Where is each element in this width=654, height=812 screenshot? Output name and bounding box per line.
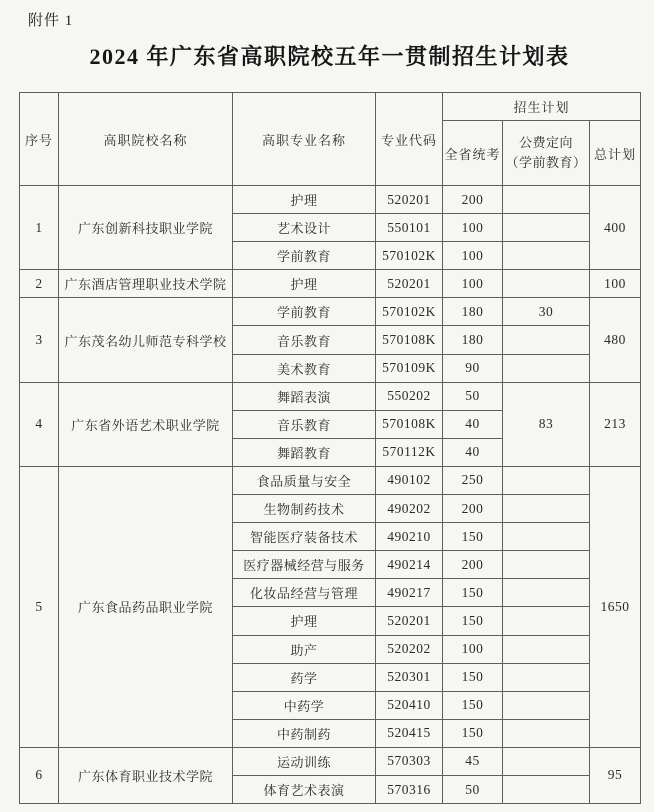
cell-funded [503,551,590,579]
cell-code: 490202 [376,495,443,523]
cell-funded [503,579,590,607]
cell-major: 智能医疗装备技术 [233,523,376,551]
cell-code: 570303 [376,747,443,775]
cell-code: 570102K [376,242,443,270]
cell-unified: 150 [443,663,503,691]
cell-unified: 180 [443,326,503,354]
cell-major: 生物制药技术 [233,495,376,523]
cell-major: 美术教育 [233,354,376,382]
cell-college: 广东体育职业技术学院 [59,747,233,803]
header-code: 专业代码 [376,93,443,186]
cell-unified: 100 [443,270,503,298]
header-total: 总计划 [590,121,641,186]
cell-no: 4 [20,382,59,466]
cell-major: 药学 [233,663,376,691]
cell-unified: 100 [443,214,503,242]
cell-no: 3 [20,298,59,382]
header-college: 高职院校名称 [59,93,233,186]
cell-unified: 50 [443,775,503,803]
cell-total: 213 [590,382,641,466]
cell-major: 艺术设计 [233,214,376,242]
header-unified: 全省统考 [443,121,503,186]
cell-code: 520201 [376,270,443,298]
cell-unified: 150 [443,607,503,635]
cell-code: 520301 [376,663,443,691]
cell-major: 护理 [233,186,376,214]
cell-major: 化妆品经营与管理 [233,579,376,607]
cell-unified: 200 [443,495,503,523]
cell-college: 广东茂名幼儿师范专科学校 [59,298,233,382]
cell-no: 1 [20,186,59,270]
cell-major: 体育艺术表演 [233,775,376,803]
cell-funded [503,523,590,551]
cell-major: 中药学 [233,691,376,719]
table-row [20,466,641,494]
cell-unified: 150 [443,579,503,607]
cell-major: 助产 [233,635,376,663]
table-row [20,747,641,775]
cell-total: 1650 [590,466,641,747]
cell-unified: 150 [443,523,503,551]
cell-unified: 180 [443,298,503,326]
cell-major: 舞蹈表演 [233,382,376,410]
cell-funded [503,691,590,719]
cell-major: 中药制药 [233,719,376,747]
header-major: 高职专业名称 [233,93,376,186]
cell-unified: 45 [443,747,503,775]
cell-funded: 83 [503,382,590,466]
header-funded-line2: （学前教育） [505,155,587,170]
enrollment-plan-table [19,92,641,804]
cell-funded [503,635,590,663]
cell-funded [503,214,590,242]
cell-code: 490210 [376,523,443,551]
cell-major: 学前教育 [233,298,376,326]
cell-unified: 100 [443,635,503,663]
cell-code: 520201 [376,607,443,635]
cell-funded [503,663,590,691]
cell-funded [503,747,590,775]
cell-unified: 100 [443,242,503,270]
attachment-label: 附件 1 [28,13,74,29]
cell-college: 广东食品药品职业学院 [59,466,233,747]
cell-total: 400 [590,186,641,270]
cell-unified: 40 [443,410,503,438]
cell-funded [503,242,590,270]
cell-funded [503,607,590,635]
cell-code: 490217 [376,579,443,607]
cell-code: 490102 [376,466,443,494]
cell-total: 100 [590,270,641,298]
cell-code: 520202 [376,635,443,663]
cell-code: 520415 [376,719,443,747]
cell-code: 570108K [376,410,443,438]
cell-major: 音乐教育 [233,326,376,354]
cell-funded [503,719,590,747]
header-no: 序号 [20,93,59,186]
cell-unified: 200 [443,186,503,214]
cell-funded [503,186,590,214]
cell-unified: 150 [443,719,503,747]
cell-major: 运动训练 [233,747,376,775]
cell-funded [503,326,590,354]
cell-unified: 40 [443,438,503,466]
cell-funded [503,354,590,382]
cell-major: 学前教育 [233,242,376,270]
cell-unified: 250 [443,466,503,494]
cell-major: 舞蹈教育 [233,438,376,466]
cell-college: 广东创新科技职业学院 [59,186,233,270]
table-row [20,382,641,410]
header-funded-line1: 公费定向 [518,135,573,150]
cell-college: 广东省外语艺术职业学院 [59,382,233,466]
cell-funded [503,775,590,803]
header-funded [503,121,590,186]
cell-funded [503,270,590,298]
cell-funded [503,495,590,523]
cell-code: 550202 [376,382,443,410]
table-row [20,186,641,214]
cell-total: 480 [590,298,641,382]
cell-code: 570112K [376,438,443,466]
cell-major: 护理 [233,607,376,635]
cell-major: 医疗器械经营与服务 [233,551,376,579]
cell-code: 570316 [376,775,443,803]
cell-unified: 150 [443,691,503,719]
cell-code: 490214 [376,551,443,579]
table-row [20,298,641,326]
cell-unified: 90 [443,354,503,382]
table-row [20,270,641,298]
cell-funded: 30 [503,298,590,326]
cell-major: 食品质量与安全 [233,466,376,494]
cell-major: 音乐教育 [233,410,376,438]
cell-code: 570108K [376,326,443,354]
cell-code: 550101 [376,214,443,242]
page-title: 2024 年广东省高职院校五年一贯制招生计划表 [89,44,570,69]
cell-code: 570102K [376,298,443,326]
cell-no: 6 [20,747,59,803]
header-plan-group: 招生计划 [443,93,641,121]
cell-funded [503,466,590,494]
cell-major: 护理 [233,270,376,298]
cell-unified: 200 [443,551,503,579]
cell-code: 520410 [376,691,443,719]
cell-unified: 50 [443,382,503,410]
cell-no: 5 [20,466,59,747]
cell-code: 520201 [376,186,443,214]
cell-total: 95 [590,747,641,803]
cell-no: 2 [20,270,59,298]
cell-code: 570109K [376,354,443,382]
cell-college: 广东酒店管理职业技术学院 [59,270,233,298]
